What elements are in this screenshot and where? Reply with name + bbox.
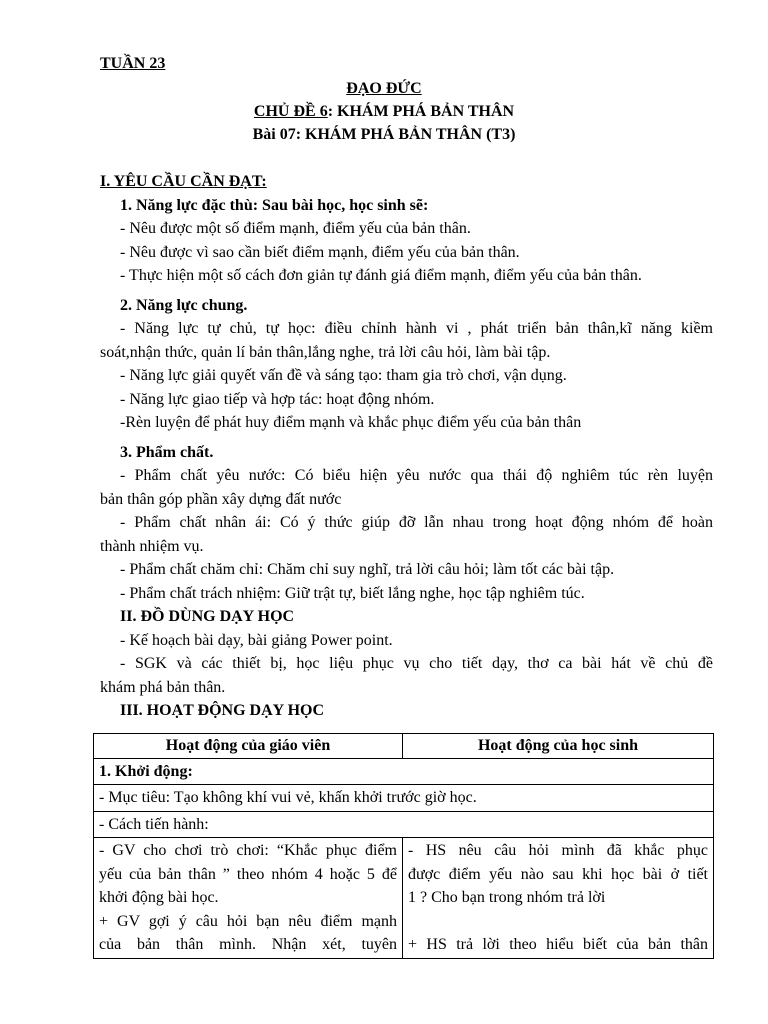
section-3 <box>120 699 713 723</box>
list-item-continuation: bản thân góp phần xây dựng đất nước <box>100 490 342 508</box>
list-item: - Phẩm chất yêu nước: Có biểu hiện yêu nước qua thái độ nghiêm túc rèn luyện <box>120 467 713 484</box>
list-item: - Phẩm chất trách nhiệm: Giữ trật tự, biết lắng nghe, học tập nghiêm túc. <box>120 584 585 602</box>
section-1 <box>100 170 713 194</box>
student-line: 1 ? Cho bạn trong nhóm trả lời <box>408 889 606 906</box>
list-item: - Thực hiện một số cách đơn giản tự đánh giá điểm mạnh, điểm yếu của bản thân. <box>120 267 642 284</box>
student-line: - HS nêu câu hỏi mình đã khắc phục <box>408 842 708 859</box>
activities-table <box>93 733 714 959</box>
section-2-title: II. ĐỒ DÙNG DẠY HỌC <box>120 608 295 625</box>
list-item-continuation: khám phá bản thân. <box>100 678 226 696</box>
list-item: -Rèn luyện để phát huy điểm mạnh và khắc phục điểm yếu của bản thân <box>120 414 582 431</box>
list-item: - Năng lực tự chủ, tự học: điều chỉnh hành vi , phát triển bản thân,kĩ năng kiềm <box>120 320 713 337</box>
topic-rest: : KHÁM PHÁ BẢN THÂN <box>327 103 515 120</box>
lesson-title: Bài 07: KHÁM PHÁ BẢN THÂN (T3) <box>252 126 516 143</box>
warmup-cell <box>94 758 714 785</box>
subsection-3-title: 3. Phẩm chất. <box>120 443 214 461</box>
table-row <box>94 811 714 838</box>
list-item: - Kế hoạch bài dạy, bài giảng Power point. <box>120 631 393 649</box>
topic-label: CHỦ ĐỀ 6 <box>253 103 328 120</box>
section-3-title: III. HOẠT ĐỘNG DẠY HỌC <box>120 702 325 719</box>
week-label: TUẦN 23 <box>100 55 166 72</box>
topic-title <box>0 103 768 121</box>
section-2 <box>100 605 713 699</box>
student-line: được điểm yếu nào sau khi học bài ở tiết <box>408 865 708 883</box>
goal-text: - Mục tiêu: Tạo không khí vui vẻ, khấn khởi trước giờ học. <box>99 789 477 806</box>
table-row <box>94 838 714 959</box>
teacher-line: - GV cho chơi trò chơi: “Khắc phục điểm <box>99 842 397 859</box>
teacher-line: của bản thân mình. Nhận xét, tuyên <box>99 936 397 953</box>
student-column-header: Hoạt động của học sinh <box>403 734 714 759</box>
section-1-title: I. YÊU CẦU CẦN ĐẠT: <box>100 173 267 190</box>
subsection-2 <box>100 294 713 435</box>
subsection-3 <box>100 441 713 606</box>
list-item: - Năng lực giao tiếp và hợp tác: hoạt động nhóm. <box>120 390 435 408</box>
teacher-line: khởi động bài học. <box>99 889 219 906</box>
table-row <box>94 758 714 785</box>
subsection-2-title: 2. Năng lực chung. <box>120 296 248 314</box>
subsection-1-title: 1. Năng lực đặc thù: Sau bài học, học sinh sẽ: <box>120 196 429 214</box>
subject-title: ĐẠO ĐỨC <box>346 80 422 97</box>
teacher-column-header: Hoạt động của giáo viên <box>94 734 403 759</box>
list-item: - Nêu được một số điểm mạnh, điểm yếu của bản thân. <box>120 220 471 237</box>
list-item: - Năng lực giải quyết vấn đề và sáng tạo: tham gia trò chơi, vận dụng. <box>120 367 567 384</box>
goal-cell <box>94 785 714 812</box>
process-text: - Cách tiến hành: <box>99 815 209 833</box>
student-line-blank <box>408 910 708 934</box>
list-item: - SGK và các thiết bị, học liệu phục vụ cho tiết dạy, thơ ca bài hát về chủ đề <box>120 655 713 672</box>
teacher-line: + GV gợi ý câu hỏi bạn nêu điểm mạnh <box>99 912 397 930</box>
document-body <box>100 170 713 723</box>
process-cell <box>94 811 714 838</box>
student-line: + HS trả lời theo hiểu biết của bản thân <box>408 936 708 953</box>
list-item-continuation: thành nhiệm vụ. <box>100 537 204 555</box>
list-item-continuation: soát,nhận thức, quản lí bản thân,lắng nghe, trả lời câu hỏi, làm bài tập. <box>100 343 551 361</box>
table-row <box>94 785 714 812</box>
list-item: - Nêu được vì sao cần biết điểm mạnh, điểm yếu của bản thân. <box>120 243 520 261</box>
warmup-title: 1. Khởi động: <box>99 762 193 780</box>
teacher-line: yếu của bản thân ” theo nhóm 4 hoặc 5 để <box>99 865 397 883</box>
student-activity-cell <box>403 838 714 959</box>
list-item: - Phẩm chất chăm chỉ: Chăm chỉ suy nghĩ, trả lời câu hỏi; làm tốt các bài tập. <box>120 561 615 578</box>
list-item: - Phẩm chất nhân ái: Có ý thức giúp đỡ lẫn nhau trong hoạt động nhóm để hoàn <box>120 514 713 531</box>
subsection-1 <box>120 194 713 288</box>
table-header-row <box>94 734 714 759</box>
teacher-activity-cell <box>94 838 403 959</box>
